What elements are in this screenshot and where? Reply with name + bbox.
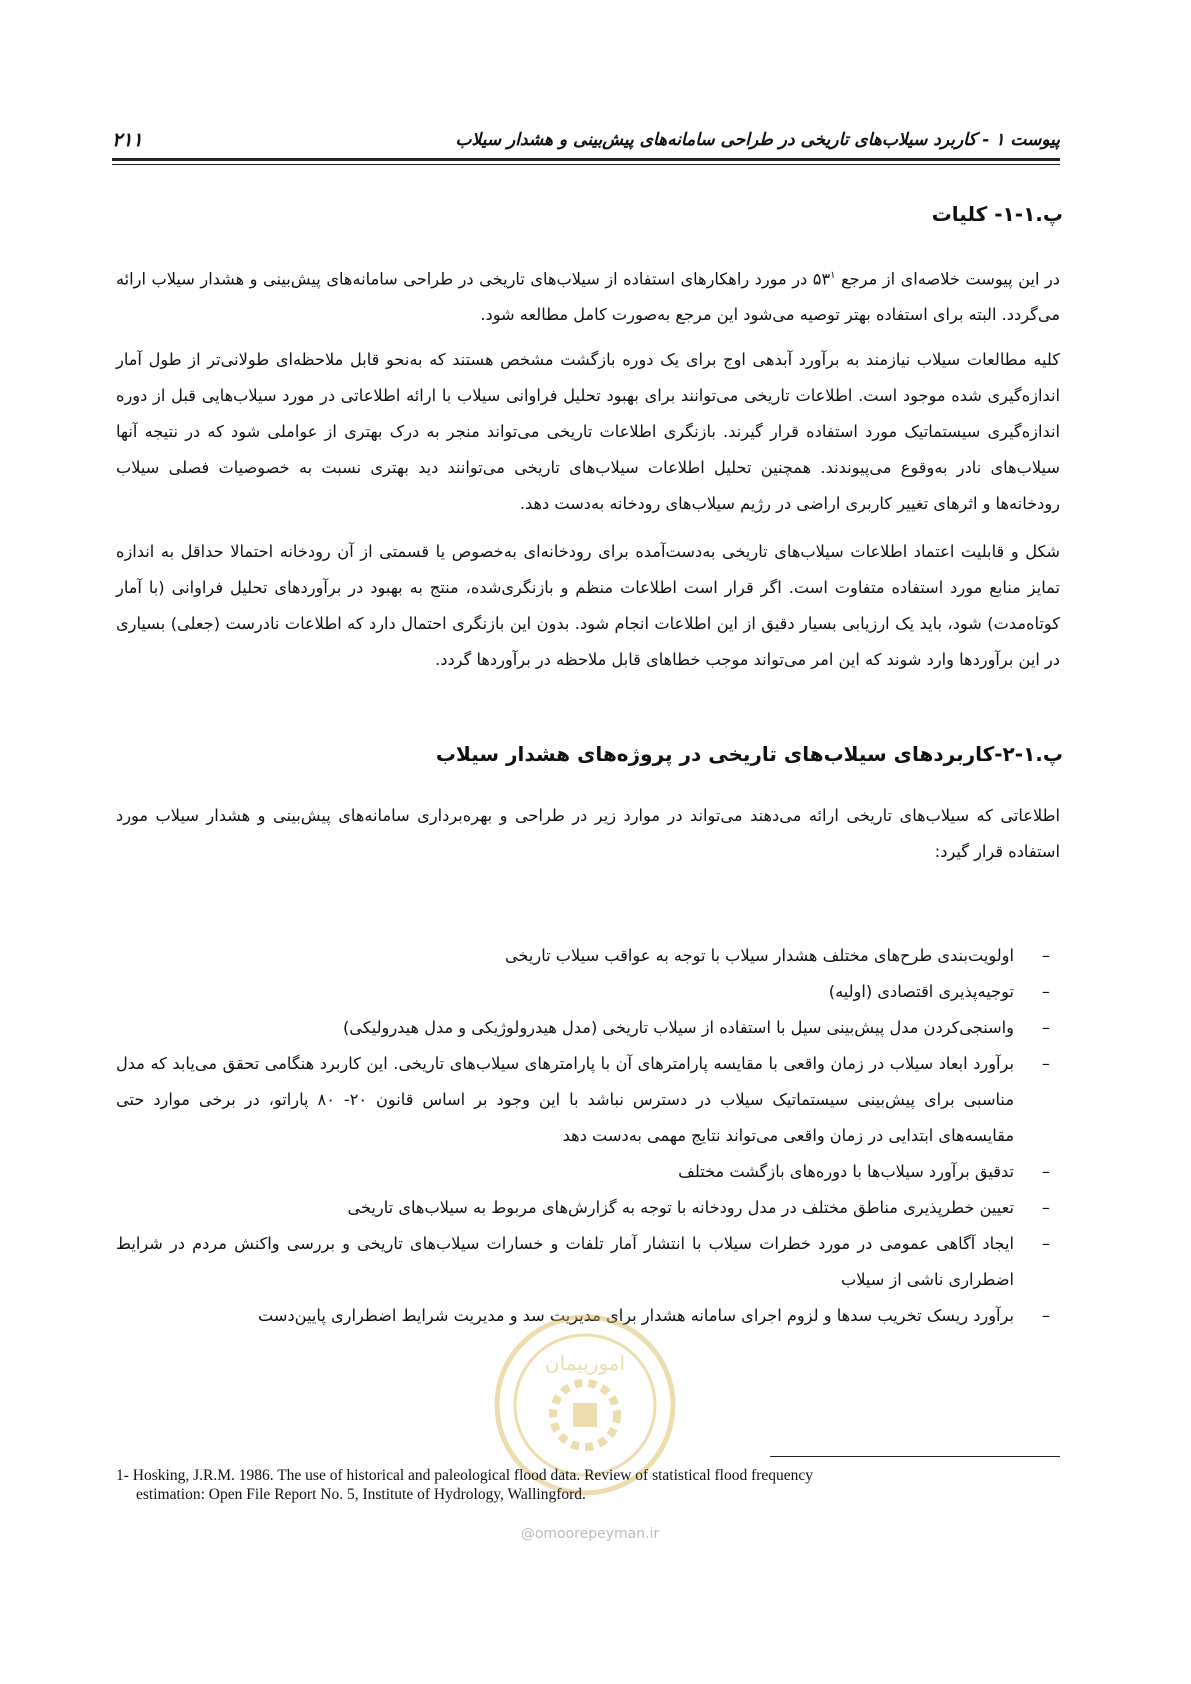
footnote-line-1: 1- Hosking, J.R.M. 1986. The use of historical and paleological flood data. Review of statistical flood frequency (116, 1467, 814, 1484)
applications-list (116, 938, 1060, 1334)
section-heading-general: پ.۱-۱- کلیات (931, 202, 1063, 226)
paragraph-intro: در این پیوست خلاصه‌ای از مرجع $۵۳^۱$ در مورد راهکارهای استفاده از سیلاب‌های تاریخی در طراحی سامانه‌های پیش‌بینی و هشدار سیلاب ارائه می‌گردد. البته برای استفاده بهتر توصیه می‌شود این مرجع به‌صورت کامل مطالعه شود. (116, 269, 1061, 325)
running-title: پیوست ۱ - کاربرد سیلاب‌های تاریخی در طراحی سامانه‌های پیش‌بینی و هشدار سیلاب (455, 130, 1060, 150)
paragraph-historical-info: کلیه مطالعات سیلاب نیازمند به برآورد آبدهی اوج برای یک دوره بازگشت مشخص هستند که به‌نحو قابل ملاحظه‌ای طولانی‌تر از طول آمار اندازه‌گیری شده موجود است. اطلاعات تاریخی می‌توانند برای بهبود تحلیل فراوانی سیلاب با ارائه اطلاعاتی در مورد سیلاب‌هایی قبل از دوره اندازه‌گیری سیستماتیک مورد استفاده قرار گیرند. بازنگری اطلاعات تاریخی می‌تواند منجر به درک بهتری از عواملی شود که در نتیجه آنها سیلاب‌های نادر به‌وقوع می‌پیوندند. همچنین تحلیل اطلاعات سیلاب‌های تاریخی می‌توانند دید بهتری نسبت به خصوصیات فصلی سیلاب رودخانه‌ها و اثرهای تغییر کاربری اراضی در رژیم سیلاب‌های رودخانه به‌دست دهد. (116, 350, 1060, 513)
header-rule (112, 158, 1060, 165)
footnote (116, 1466, 1060, 1504)
footnote-line-2: estimation: Open File Report No. 5, Institute of Hydrology, Wallingford. (136, 1486, 586, 1503)
list-item: – واسنجی‌کردن مدل پیش‌بینی سیل با استفاده از سیلاب تاریخی (مدل هیدرولوژیکی و مدل هیدرولیکی) (116, 1010, 1060, 1046)
list-item: – برآورد ریسک تخریب سدها و لزوم اجرای سامانه هشدار برای مدیریت سد و مدیریت شرایط اضطراری پایین‌دست (116, 1298, 1060, 1334)
paragraph-reliability: شکل و قابلیت اعتماد اطلاعات سیلاب‌های تاریخی به‌دست‌آمده برای رودخانه‌ای به‌خصوص یا قسمتی از آن رودخانه احتمالا حداقل به اندازه تمایز منابع مورد استفاده متفاوت است. اگر قرار است اطلاعات منظم و بازنگری‌شده، منتج به بهبود در برآوردهای تحلیل فراوانی (با آمار کوتاه‌مدت) شود، باید یک ارزیابی بسیار دقیق از این اطلاعات انجام شود. بدون این بازنگری احتمال دارد که اطلاعات نادرست (جعلی) بسیاری در این برآوردها وارد شوند که این امر می‌تواند موجب خطاهای قابل ملاحظه در برآوردها گردد. (116, 542, 1060, 669)
list-item: – تعیین خطرپذیری مناطق مختلف در مدل رودخانه با توجه به گزارش‌های مربوط به سیلاب‌های تاریخی (116, 1190, 1060, 1226)
list-item: – ایجاد آگاهی عمومی در مورد خطرات سیلاب با انتشار آمار تلفات و خسارات سیلاب‌های تاریخی و بررسی واکنش مردم در شرایط اضطراری ناشی از سیلاب (116, 1226, 1060, 1298)
page-header (112, 126, 1060, 154)
watermark-site: @omoorepeyman.ir (520, 1526, 660, 1542)
list-item: – برآورد ابعاد سیلاب در زمان واقعی با مقایسه پارامترهای آن با پارامترهای سیلاب‌های تاریخی. این کاربرد هنگامی تحقق می‌یابد که مدل مناسبی برای پیش‌بینی سیستماتیک سیلاب در دسترس نباشد با این وجود بر اساس قانون ۲۰- ۸۰ پاراتو، در برخی موارد حتی مقایسه‌های ابتدایی در زمان واقعی می‌تواند نتایج مهمی به‌دست دهد (116, 1046, 1060, 1154)
footnote-rule (770, 1456, 1060, 1457)
section-heading-applications: پ.۱-۲-کاربردهای سیلاب‌های تاریخی در پروژه‌های هشدار سیلاب (435, 742, 1063, 766)
list-item: – توجیه‌پذیری اقتصادی (اولیه) (116, 974, 1060, 1010)
footnote-mark: ۱ (830, 270, 836, 281)
svg-text:امورپیمان: امورپیمان (544, 1351, 626, 1375)
list-item: – تدقیق برآورد سیلاب‌ها با دوره‌های بازگشت مختلف (116, 1154, 1060, 1190)
page-number: ۲۱۱ (112, 129, 143, 151)
list-item: – اولویت‌بندی طرح‌های مختلف هشدار سیلاب با توجه به عواقب سیلاب تاریخی (116, 938, 1060, 974)
paragraph-applications-intro: اطلاعاتی که سیلاب‌های تاریخی ارائه می‌دهند می‌تواند در موارد زیر در طراحی و بهره‌برداری سامانه‌های پیش‌بینی و هشدار سیلاب مورد استفاده قرار گیرد: (116, 806, 1060, 861)
